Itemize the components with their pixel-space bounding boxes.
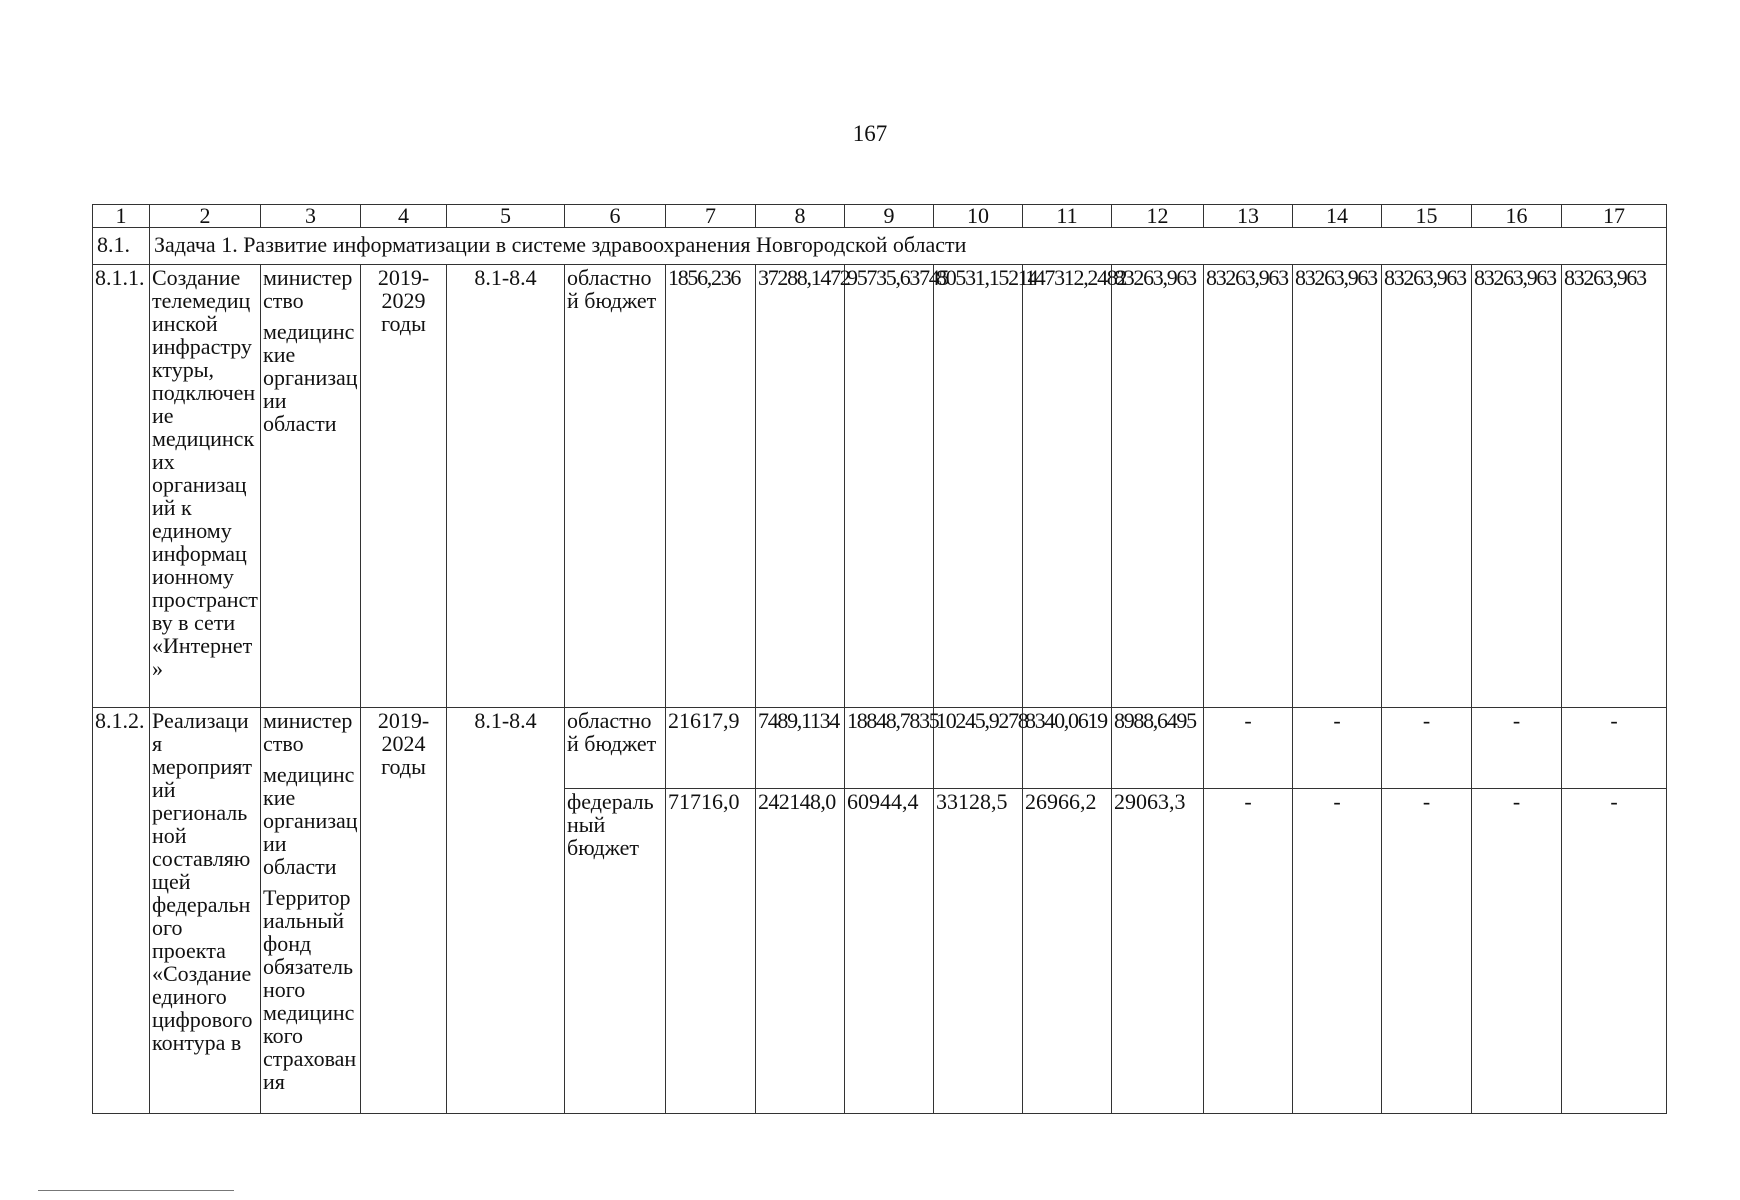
funding-source: федеральный бюджет (565, 789, 666, 1114)
value-cell: 7489,1134 (756, 708, 845, 789)
indicators: 8.1-8.4 (447, 708, 565, 1114)
task-number: 8.1. (93, 228, 150, 265)
row-number: 8.1.2. (93, 708, 150, 1114)
column-number: 13 (1204, 205, 1293, 228)
period: 2019-2024 годы (361, 708, 447, 1114)
row-number: 8.1.1. (93, 265, 150, 708)
column-number: 7 (666, 205, 756, 228)
activity-name: Реализация мероприятий региональной составляющей федерального проекта «Создание единого цифрового контура в (150, 708, 261, 1114)
value-cell: 21617,9 (666, 708, 756, 789)
executor-ministry: министерство (263, 708, 353, 756)
value-cell: 95735,63745 (845, 265, 934, 708)
executor-cell (261, 708, 361, 1114)
column-number: 4 (361, 205, 447, 228)
executor-organizations: медицинские организации области (263, 762, 358, 879)
value-cell: 37288,1472 (756, 265, 845, 708)
value-cell: 71716,0 (666, 789, 756, 1114)
value-cell: 83263,963 (1382, 265, 1472, 708)
funding-source: областной бюджет (565, 265, 666, 708)
period: 2019-2029 годы (361, 265, 447, 708)
value-cell: 83263,963 (1562, 265, 1667, 708)
table-row (93, 708, 1667, 789)
value-cell: 83263,963 (1204, 265, 1293, 708)
task-title: Задача 1. Развитие информатизации в системе здравоохранения Новгородской области (150, 228, 1667, 265)
table-row (93, 265, 1667, 708)
column-number-row (93, 205, 1667, 228)
value-cell: 29063,3 (1112, 789, 1204, 1114)
column-number: 11 (1023, 205, 1112, 228)
value-cell: 83263,963 (1112, 265, 1204, 708)
executor-organizations: медицинские организации области (263, 319, 358, 436)
column-number: 10 (934, 205, 1023, 228)
column-number: 14 (1293, 205, 1382, 228)
value-cell: 83263,963 (1472, 265, 1562, 708)
column-number: 15 (1382, 205, 1472, 228)
value-cell: 80531,15214 (934, 265, 1023, 708)
column-number: 9 (845, 205, 934, 228)
value-cell: 242148,0 (756, 789, 845, 1114)
footnote-rule (38, 1190, 234, 1191)
value-cell: - (1382, 789, 1472, 1114)
column-number: 1 (93, 205, 150, 228)
column-number: 8 (756, 205, 845, 228)
value-cell: - (1472, 789, 1562, 1114)
value-cell: 10245,9278 (934, 708, 1023, 789)
task-row (93, 228, 1667, 265)
value-cell: - (1293, 789, 1382, 1114)
column-number: 12 (1112, 205, 1204, 228)
column-number: 6 (565, 205, 666, 228)
value-cell: - (1382, 708, 1472, 789)
column-number: 17 (1562, 205, 1667, 228)
page-number: 167 (852, 121, 888, 146)
value-cell: - (1562, 789, 1667, 1114)
value-cell: 83263,963 (1293, 265, 1382, 708)
executor-cell (261, 265, 361, 708)
value-cell: - (1293, 708, 1382, 789)
budget-table (92, 204, 1667, 1114)
indicators: 8.1-8.4 (447, 265, 565, 708)
value-cell: 8988,6495 (1112, 708, 1204, 789)
value-cell: - (1204, 708, 1293, 789)
value-cell: 26966,2 (1023, 789, 1112, 1114)
value-cell: 18848,7835 (845, 708, 934, 789)
funding-source: областной бюджет (565, 708, 666, 789)
executor-ministry: министерство (263, 265, 353, 313)
value-cell: 60944,4 (845, 789, 934, 1114)
value-cell: 147312,2482 (1023, 265, 1112, 708)
executor-fund: Территориальный фонд обязательного медицинского страхования (263, 885, 357, 1094)
value-cell: - (1204, 789, 1293, 1114)
value-cell: - (1562, 708, 1667, 789)
column-number: 2 (150, 205, 261, 228)
column-number: 5 (447, 205, 565, 228)
value-cell: 33128,5 (934, 789, 1023, 1114)
value-cell: 8340,0619 (1023, 708, 1112, 789)
value-cell: 1856,236 (666, 265, 756, 708)
activity-name: Создание телемедицинской инфраструктуры, подключение медицинских организаций к единому информационному пространству в сети «Интернет» (150, 265, 261, 708)
column-number: 3 (261, 205, 361, 228)
value-cell: - (1472, 708, 1562, 789)
column-number: 16 (1472, 205, 1562, 228)
